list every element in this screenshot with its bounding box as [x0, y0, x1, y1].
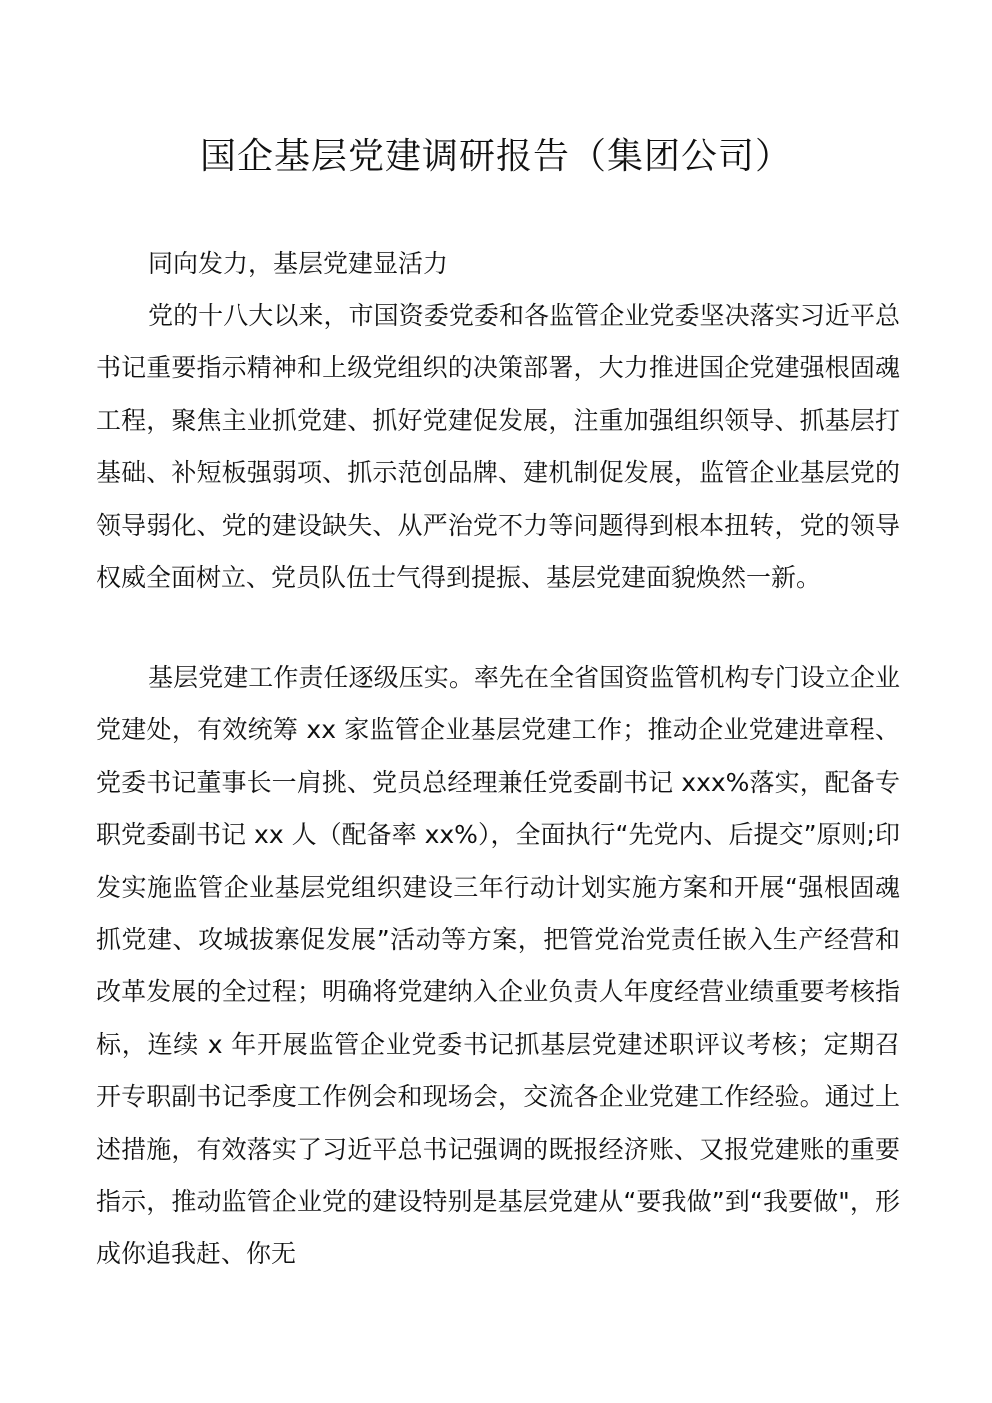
document-title: 国企基层党建调研报告（集团公司）: [199, 136, 792, 177]
body-paragraph-2: 基层党建工作责任逐级压实。率先在全省国资监管机构专门设立企业党建处，有效统筹 xx 家监管企业基层党建工作；推动企业党建进章程、党委书记董事长一肩挑、党员总经理兼任党委副书记 xxx%落实，配备专职党委副书记 xx 人（配备率 xx%），全面执行“先党内、后提交”原则;印发实施监管企业基层党组织建设三年行动计划实施方案和开展“强根固魂抓党建、攻城拔寨促发展”活动等方案，把管党治党责任嵌入生产经营和改革发展的全过程；明确将党建纳入企业负责人年度经营业绩重要考核指标，连续 x 年开展监管企业党委书记抓基层党建述职评议考核；定期召开专职副书记季度工作例会和现场会，交流各企业党建工作经验。通过上述措施，有效落实了习近平总书记强调的既报经济账、又报党建账的重要指示，推动监管企业党的建设特别是基层党建从“要我做”到“我要做"，形成你追我赶、你无: [96, 663, 900, 1269]
section-subheading: 同向发力，基层党建显活力: [148, 249, 449, 278]
body-paragraph-1: 党的十八大以来，市国资委党委和各监管企业党委坚决落实习近平总书记重要指示精神和上级党组织的决策部署，大力推进国企党建强根固魂工程，聚焦主业抓党建、抓好党建促发展，注重加强组织领导、抓基层打基础、补短板强弱项、抓示范创品牌、建机制促发展，监管企业基层党的领导弱化、党的建设缺失、从严治党不力等问题得到根本扭转，党的领导权威全面树立、党员队伍士气得到提振、基层党建面貌焕然一新。: [96, 301, 900, 593]
